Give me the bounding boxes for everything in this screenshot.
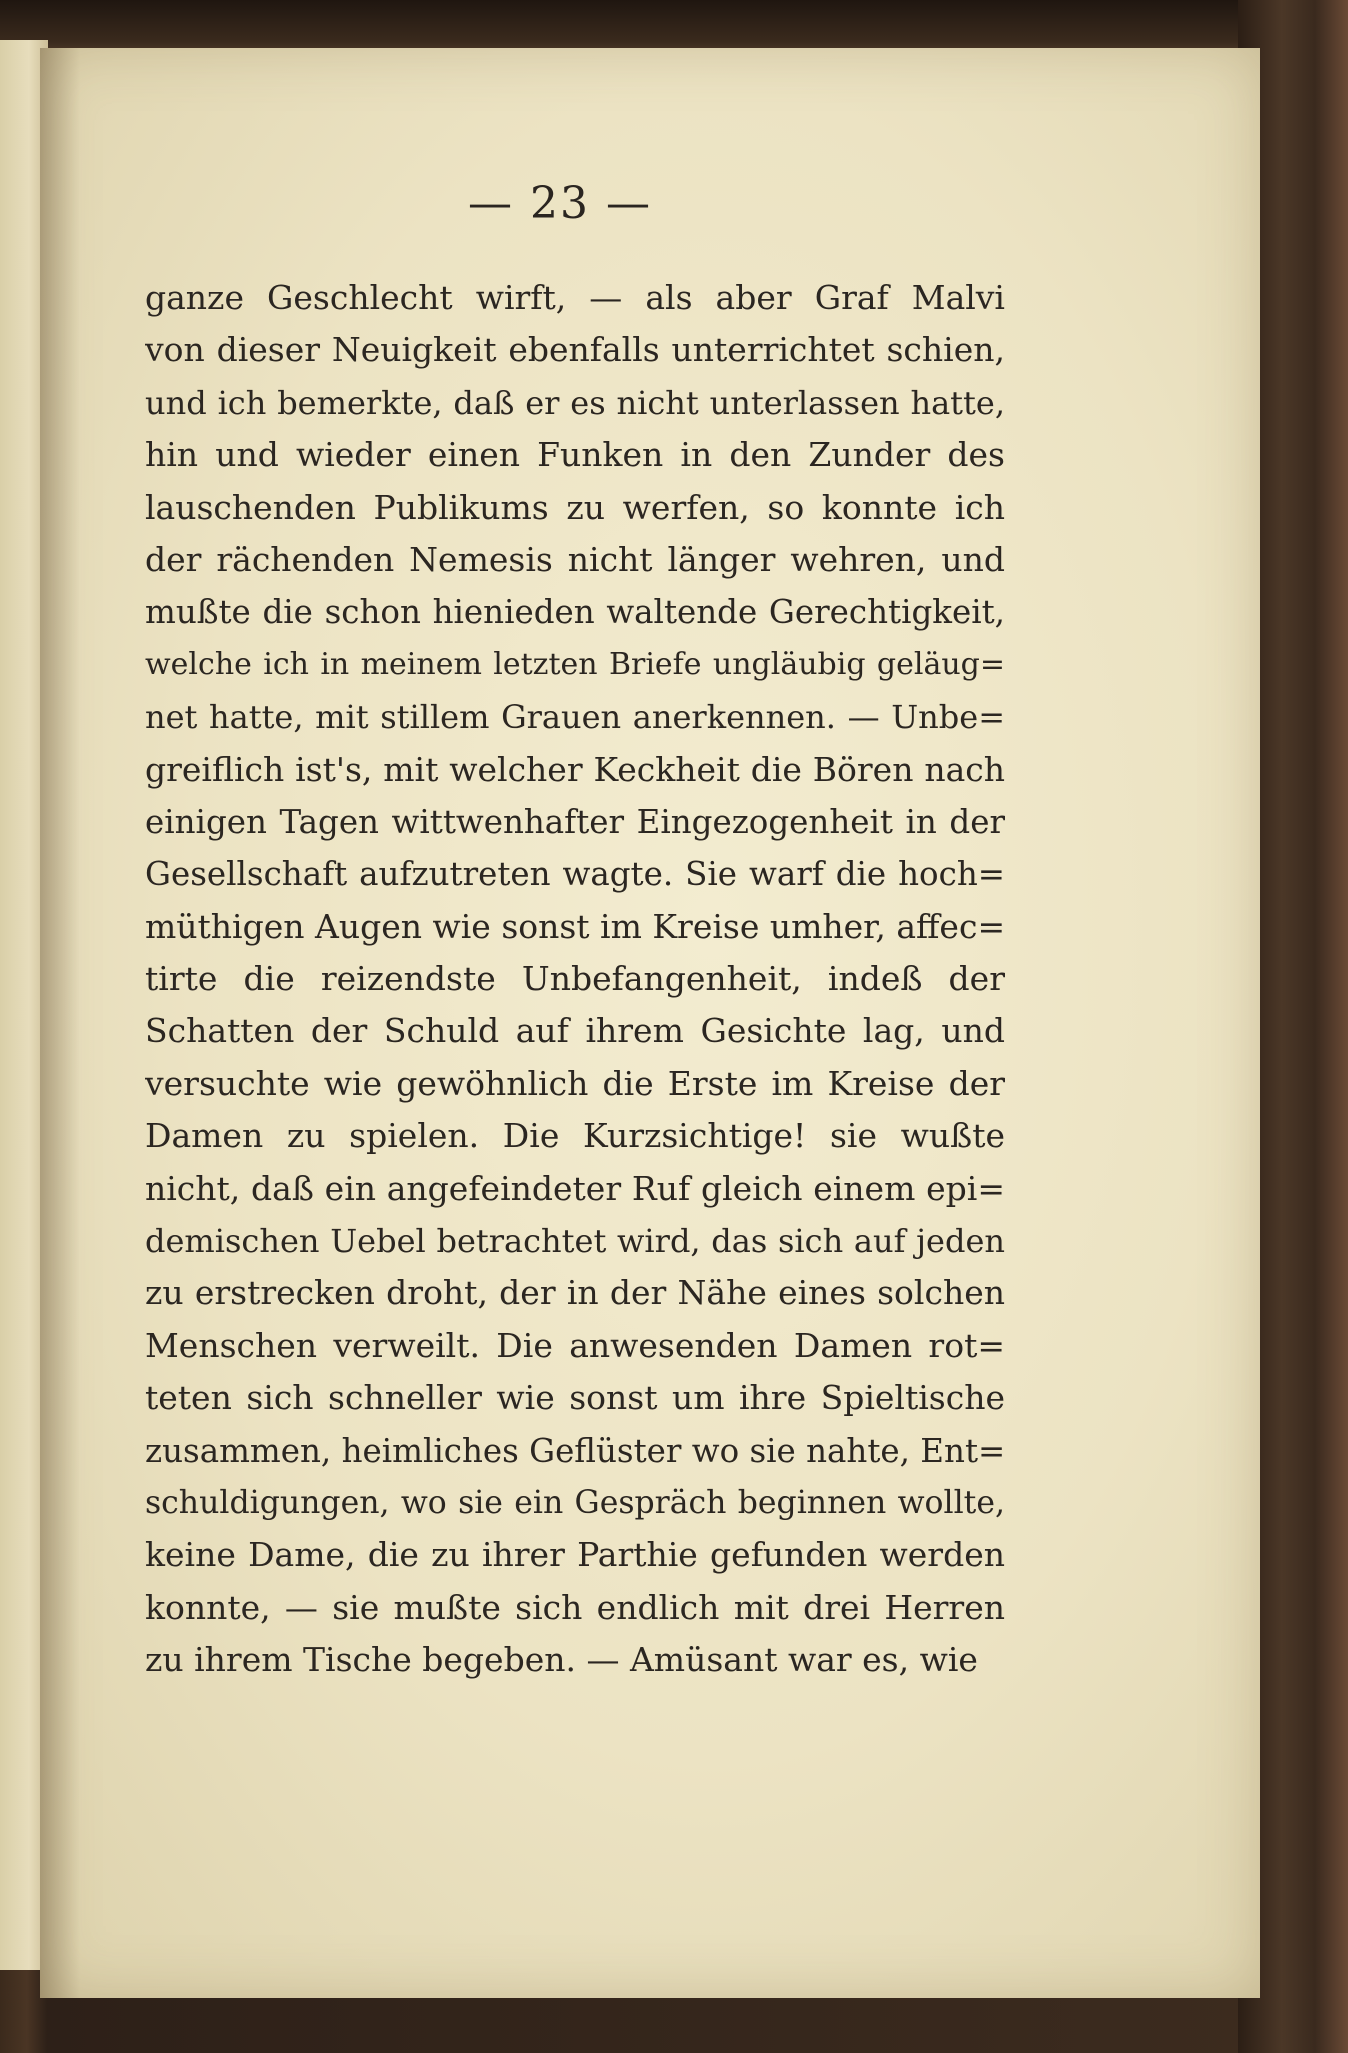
text-line: einigen Tagen wittwenhafter Eingezogenheit in der: [145, 802, 1005, 841]
text-line: demischen Uebel betrachtet wird, das sich auf jeden: [145, 1222, 1005, 1261]
text-line: teten sich schneller wie sonst um ihre Spieltische: [145, 1378, 1005, 1418]
text-line: nicht, daß ein angefeindeter Ruf gleich einem epi=: [145, 1168, 1005, 1208]
text-line: konnte, — sie mußte sich endlich mit drei Herren: [145, 1587, 1005, 1627]
page-number-header: — 23 —: [468, 178, 652, 229]
text-line: Schatten der Schuld auf ihrem Gesichte lag, und: [145, 1011, 1005, 1051]
text-line: ganze Geschlecht wirft, — als aber Graf Malvi: [145, 278, 1005, 317]
text-line: lauschenden Publikums zu werfen, so konnte ich: [145, 487, 1005, 527]
text-line: Damen zu spielen. Die Kurzsichtige! sie wußte: [145, 1116, 1005, 1156]
text-line: net hatte, mit stillem Grauen anerkennen. — Unbe=: [145, 698, 1005, 737]
body-text: [145, 272, 1005, 1687]
text-line: zusammen, heimliches Geflüster wo sie nahte, Ent=: [145, 1431, 1005, 1470]
text-line: versuchte wie gewöhnlich die Erste im Kreise der: [145, 1063, 1005, 1103]
text-line: und ich bemerkte, daß er es nicht unterlassen hatte,: [145, 383, 1005, 422]
text-line: müthigen Augen wie sonst im Kreise umher, affec=: [145, 906, 1005, 946]
text-line: tirte die reizendste Unbefangenheit, indeß der: [145, 959, 1005, 999]
text-line: welche ich in meinem letzten Briefe ungläubig geläug=: [145, 646, 1005, 682]
text-line: der rächenden Nemesis nicht länger wehren, und: [145, 539, 1005, 579]
text-line: keine Dame, die zu ihrer Parthie gefunden werden: [145, 1535, 1005, 1575]
text-line: zu erstrecken droht, der in der Nähe eines solchen: [145, 1273, 1005, 1313]
text-line: schuldigungen, wo sie ein Gespräch beginnen wollte,: [145, 1484, 1005, 1521]
gutter-shadow: [40, 48, 80, 1998]
text-line: Gesellschaft aufzutreten wagte. Sie warf die hoch=: [145, 855, 1005, 894]
text-line: von dieser Neuigkeit ebenfalls unterrichtet schien,: [145, 330, 1005, 370]
text-line: Menschen verweilt. Die anwesenden Damen rot=: [145, 1325, 1005, 1365]
text-line: hin und wieder einen Funken in den Zunder des: [145, 435, 1005, 475]
text-line: mußte die schon hienieden waltende Gerechtigkeit,: [145, 593, 1005, 632]
text-line: greiflich ist's, mit welcher Keckheit die Bören nach: [145, 749, 1005, 789]
text-line: zu ihrem Tische begeben. — Amüsant war es, wie: [145, 1640, 978, 1680]
